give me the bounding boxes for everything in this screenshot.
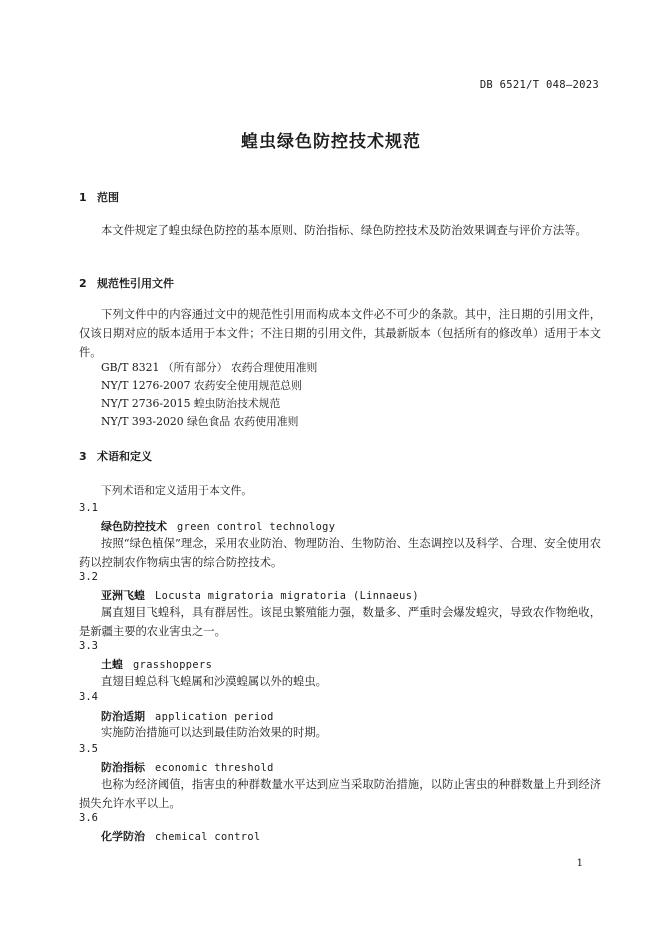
reference-item: NY/T 1276-2007 农药安全使用规范总则 <box>101 379 302 392</box>
terms-intro: 下列术语和定义适用于本文件。 <box>101 484 253 497</box>
term-heading <box>101 708 274 724</box>
term-definition: 实施防治措施可以达到最佳防治效果的时期。 <box>101 726 327 739</box>
section-title: 规范性引用文件 <box>97 277 174 290</box>
term-zh: 化学防治 <box>101 830 145 843</box>
term-number: 3.4 <box>79 691 98 703</box>
section-number: 1 <box>79 191 87 204</box>
section-number: 2 <box>79 277 87 290</box>
section-title: 术语和定义 <box>97 450 152 463</box>
section-heading-references <box>79 275 174 291</box>
term-heading <box>101 518 335 534</box>
reference-item: NY/T 393-2020 绿色食品 农药使用准则 <box>101 415 299 428</box>
term-heading <box>101 656 212 672</box>
scope-paragraph: 本文件规定了蝗虫绿色防控的基本原则、防治指标、绿色防控技术及防治效果调查与评价方法等。 <box>101 224 587 237</box>
term-heading <box>101 828 261 844</box>
section-heading-scope <box>79 189 119 205</box>
page-number: 1 <box>576 858 583 869</box>
term-definition: 属直翅目飞蝗科，具有群居性。该昆虫繁殖能力强，数量多、严重时会爆发蝗灾，导致农作物绝收，是新疆主要的农业害虫之一。 <box>79 606 601 638</box>
term-heading <box>101 759 274 775</box>
term-en: Locusta migratoria migratoria (Linnaeus) <box>155 590 419 602</box>
term-zh: 防治指标 <box>101 761 145 774</box>
term-en: grasshoppers <box>133 659 213 671</box>
section-title: 范围 <box>97 191 119 204</box>
term-en: chemical control <box>155 831 261 843</box>
section-heading-terms <box>79 448 152 464</box>
term-definition: 直翅目蝗总科飞蝗属和沙漠蝗属以外的蝗虫。 <box>101 675 327 688</box>
term-number: 3.3 <box>79 640 98 652</box>
term-definition: 也称为经济阈值，指害虫的种群数量水平达到应当采取防治措施，以防止害虫的种群数量上升到经济损失允许水平以上。 <box>79 778 601 810</box>
term-number: 3.6 <box>79 812 98 824</box>
term-zh: 防治适期 <box>101 710 145 723</box>
references-paragraph: 下列文件中的内容通过文中的规范性引用而构成本文件必不可少的条款。其中，注日期的引用文件，仅该日期对应的版本适用于本文件；不注日期的引用文件，其最新版本（包括所有的修改单）适用于本文件。 <box>79 308 601 359</box>
standard-number: DB 6521/T 048—2023 <box>479 79 599 91</box>
term-number: 3.2 <box>79 571 98 583</box>
reference-item: GB/T 8321 （所有部分） 农药合理使用准则 <box>101 361 318 374</box>
section-number: 3 <box>79 450 87 463</box>
term-heading <box>101 587 419 603</box>
term-en: green control technology <box>177 521 336 533</box>
term-definition: 按照“绿色植保”理念，采用农业防治、物理防治、生物防治、生态调控以及科学、合理、安全使用农药以控制农作物病虫害的综合防控技术。 <box>79 537 601 569</box>
reference-item: NY/T 2736-2015 蝗虫防治技术规范 <box>101 397 281 410</box>
term-number: 3.1 <box>79 502 98 514</box>
term-en: application period <box>155 711 274 723</box>
document-title: 蝗虫绿色防控技术规范 <box>241 132 421 152</box>
term-number: 3.5 <box>79 743 98 755</box>
term-en: economic threshold <box>155 762 274 774</box>
term-zh: 亚洲飞蝗 <box>101 589 145 602</box>
term-zh: 土蝗 <box>101 658 123 671</box>
term-zh: 绿色防控技术 <box>101 520 167 533</box>
